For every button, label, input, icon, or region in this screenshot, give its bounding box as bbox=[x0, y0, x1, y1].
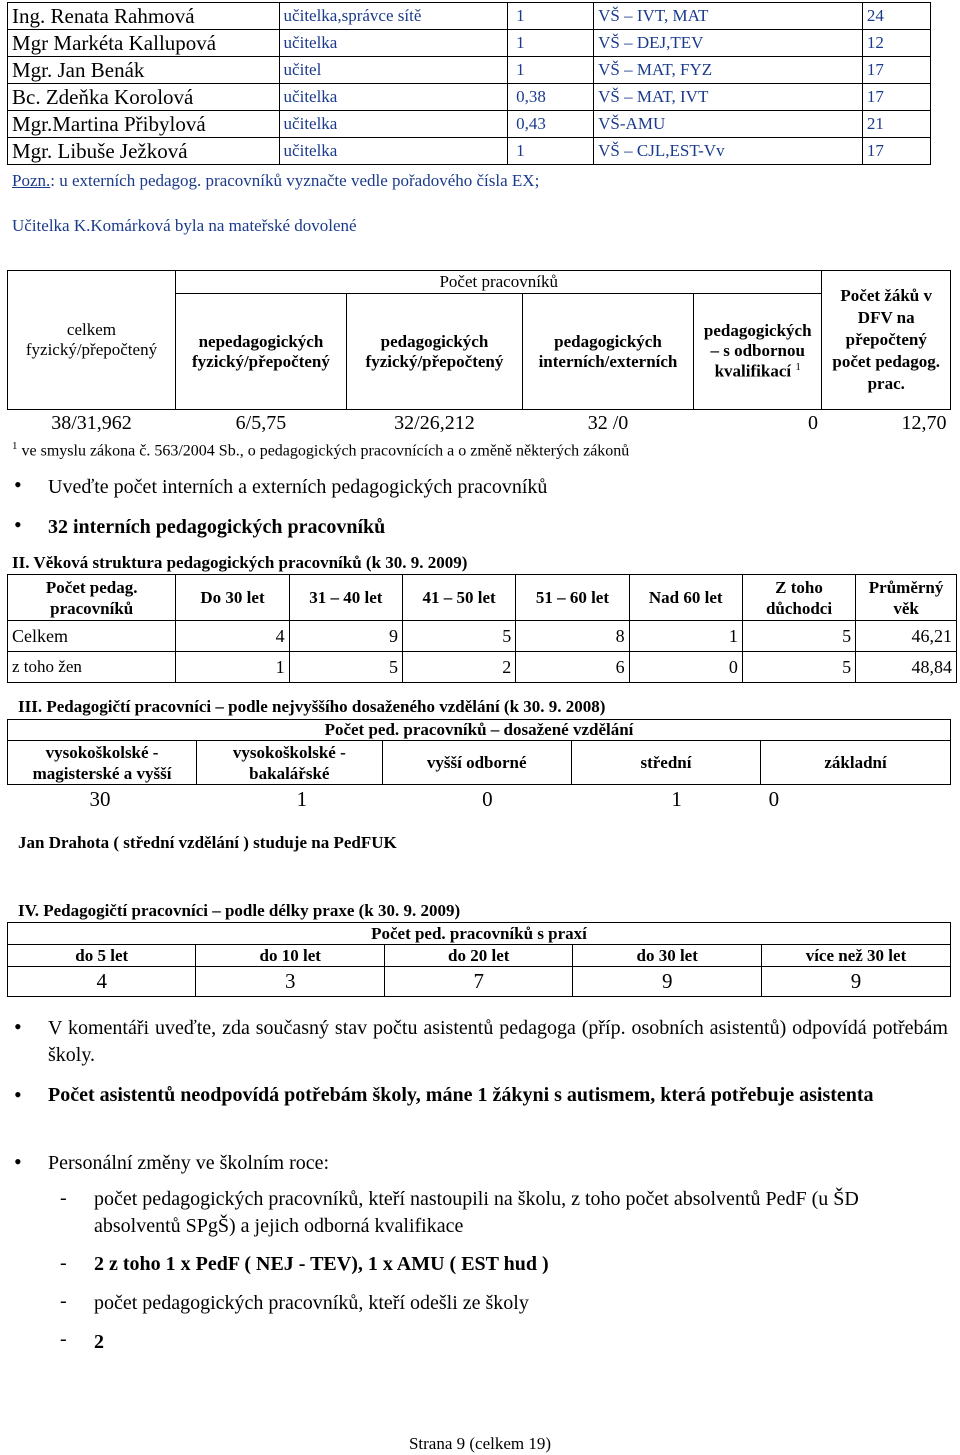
age-cell: 9 bbox=[289, 621, 402, 652]
count-value: 32 /0 bbox=[587, 412, 629, 435]
practice-table bbox=[7, 922, 951, 997]
footnote-text: ve smyslu zákona č. 563/2004 Sb., o pedagogických pracovnících a o změně některých zákonů bbox=[21, 442, 630, 460]
age-cell: 8 bbox=[516, 621, 629, 652]
dash-marker: - bbox=[60, 1328, 67, 1350]
col-qual-header bbox=[693, 294, 821, 410]
staff-row bbox=[8, 30, 931, 57]
bullet-icon: • bbox=[14, 1082, 22, 1107]
staff-education: VŠ – DEJ,TEV bbox=[594, 30, 863, 57]
edu-value: 30 bbox=[89, 786, 111, 811]
age-cell: 1 bbox=[176, 652, 289, 683]
practice-value: 3 bbox=[196, 967, 384, 997]
footnote bbox=[12, 440, 629, 460]
staff-years: 17 bbox=[862, 138, 930, 165]
age-cell: 0 bbox=[629, 652, 742, 683]
age-table bbox=[7, 574, 957, 683]
staff-name: Mgr.Martina Přibylová bbox=[8, 111, 280, 138]
count-value: 6/5,75 bbox=[235, 412, 287, 435]
staff-role: učitelka bbox=[279, 138, 508, 165]
col-total-header: celkem fyzický/přepočtený bbox=[8, 271, 176, 410]
edu-value: 0 bbox=[768, 786, 780, 811]
practice-value: 9 bbox=[761, 967, 950, 997]
practice-header: do 30 let bbox=[573, 945, 761, 967]
dash-text: 2 z toho 1 x PedF ( NEJ - TEV), 1 x AMU ( EST hud ) bbox=[94, 1253, 549, 1275]
edu-note: Jan Drahota ( střední vzdělání ) studuje na PedFUK bbox=[18, 833, 397, 852]
practice-header: do 20 let bbox=[384, 945, 572, 967]
staff-education: VŠ – CJL,EST-Vv bbox=[594, 138, 863, 165]
count-value: 38/31,962 bbox=[51, 412, 132, 435]
edu-value: 1 bbox=[671, 786, 682, 811]
age-cell: 5 bbox=[742, 652, 855, 683]
edu-table bbox=[7, 719, 951, 814]
age-header: Do 30 let bbox=[176, 575, 289, 621]
staff-role: učitelka,správce sítě bbox=[279, 3, 508, 30]
staff-row bbox=[8, 57, 931, 84]
age-cell: 2 bbox=[402, 652, 515, 683]
edu-header: vysokoškolské - bakalářské bbox=[197, 741, 383, 785]
edu-value: 1 bbox=[296, 786, 308, 811]
staff-name: Bc. Zdeňka Korolová bbox=[8, 84, 280, 111]
practice-heading: IV. Pedagogičtí pracovníci – podle délky praxe (k 30. 9. 2009) bbox=[18, 901, 461, 920]
staff-education: VŠ-AMU bbox=[594, 111, 863, 138]
staff-ratio: 1 bbox=[508, 138, 594, 165]
col-qual-sup: 1 bbox=[795, 361, 801, 374]
edu-header: vyšší odborné bbox=[382, 741, 571, 785]
age-header: Z toho důchodci bbox=[742, 575, 855, 621]
age-cell: 5 bbox=[742, 621, 855, 652]
edu-value: 0 bbox=[482, 786, 493, 811]
dash-text: 2 bbox=[94, 1331, 104, 1353]
staff-name: Mgr Markéta Kallupová bbox=[8, 30, 280, 57]
staff-ratio: 1 bbox=[508, 57, 594, 84]
practice-group-header: Počet ped. pracovníků s praxí bbox=[8, 923, 951, 945]
staff-years: 21 bbox=[862, 111, 930, 138]
bullet-text: Personální změny ve školním roce: bbox=[48, 1152, 330, 1174]
practice-value: 9 bbox=[573, 967, 761, 997]
edu-header: vysokoškolské - magisterské a vyšší bbox=[8, 741, 197, 785]
age-header: Průměrný věk bbox=[856, 575, 957, 621]
staff-name: Ing. Renata Rahmová bbox=[8, 3, 280, 30]
age-header: 31 – 40 let bbox=[289, 575, 402, 621]
staff-education: VŠ – MAT, IVT bbox=[594, 84, 863, 111]
edu-group-header: Počet ped. pracovníků – dosažené vzdělání bbox=[8, 720, 951, 741]
footnote-sup: 1 bbox=[12, 440, 18, 452]
staff-role: učitelka bbox=[279, 111, 508, 138]
staff-group-header: Počet pracovníků bbox=[175, 271, 822, 294]
dash-marker: - bbox=[60, 1187, 67, 1209]
staff-row bbox=[8, 84, 931, 111]
external-note bbox=[12, 171, 539, 191]
bullet-icon: • bbox=[14, 1149, 22, 1174]
age-heading: II. Věková struktura pedagogických pracovníků (k 30. 9. 2009) bbox=[12, 553, 468, 572]
age-cell: 1 bbox=[629, 621, 742, 652]
col-ratio-header: Počet žáků v DFV na přepočtený počet pedagog. prac. bbox=[822, 271, 951, 410]
age-header: Nad 60 let bbox=[629, 575, 742, 621]
note-text: : u externích pedagog. pracovníků vyznačte vedle pořadového čísla EX; bbox=[50, 171, 540, 190]
age-cell: 4 bbox=[176, 621, 289, 652]
practice-value: 7 bbox=[384, 967, 572, 997]
dash-text: počet pedagogických pracovníků, kteří nastoupili na školu, z toho počet absolventů PedF (u ŠD absolventů SPgŠ) a jejich odborná kvalifikace bbox=[94, 1188, 859, 1237]
col-nonped-header: nepedagogických fyzický/přepočtený bbox=[175, 294, 346, 410]
age-header: Počet pedag. pracovníků bbox=[8, 575, 176, 621]
col-intext-header: pedagogických interních/externích bbox=[522, 294, 693, 410]
staff-years: 12 bbox=[862, 30, 930, 57]
staff-table bbox=[7, 2, 931, 165]
staff-years: 17 bbox=[862, 84, 930, 111]
practice-header: více než 30 let bbox=[761, 945, 950, 967]
staff-row bbox=[8, 138, 931, 165]
staff-years: 17 bbox=[862, 57, 930, 84]
edu-header: základní bbox=[761, 741, 951, 785]
bullet-text: Počet asistentů neodpovídá potřebám školy, máne 1 žákyni s autismem, která potřebuje asistenta bbox=[48, 1084, 874, 1106]
edu-heading: III. Pedagogičtí pracovníci – podle nejvyššího dosaženého vzdělání (k 30. 9. 2008) bbox=[18, 697, 606, 716]
age-header: 41 – 50 let bbox=[402, 575, 515, 621]
dash-marker: - bbox=[60, 1252, 67, 1274]
bullet-icon: • bbox=[14, 472, 22, 497]
staff-education: VŠ – MAT, FYZ bbox=[594, 57, 863, 84]
staff-row bbox=[8, 111, 931, 138]
age-cell: z toho žen bbox=[8, 652, 176, 683]
staff-ratio: 1 bbox=[508, 30, 594, 57]
age-header: 51 – 60 let bbox=[516, 575, 629, 621]
age-row bbox=[8, 621, 957, 652]
bullet-text: Uveďte počet interních a externích pedagogických pracovníků bbox=[48, 476, 548, 498]
count-values-row bbox=[8, 410, 951, 438]
staff-count-table bbox=[7, 270, 951, 438]
count-value: 12,70 bbox=[901, 412, 947, 435]
col-ped-header: pedagogických fyzický/přepočtený bbox=[346, 294, 522, 410]
staff-role: učitelka bbox=[279, 84, 508, 111]
leave-note: Učitelka K.Komárková byla na mateřské dovolené bbox=[12, 216, 357, 235]
count-value: 32/26,212 bbox=[394, 412, 475, 435]
staff-ratio: 0,43 bbox=[508, 111, 594, 138]
practice-value: 4 bbox=[8, 967, 196, 997]
staff-role: učitelka bbox=[279, 30, 508, 57]
practice-header: do 5 let bbox=[8, 945, 196, 967]
col-qual-label: pedagogických – s odbornou kvalifikací bbox=[703, 321, 812, 381]
age-cell: 46,21 bbox=[856, 621, 957, 652]
page-footer: Strana 9 (celkem 19) bbox=[408, 1434, 552, 1453]
staff-education: VŠ – IVT, MAT bbox=[594, 3, 863, 30]
age-cell: 5 bbox=[402, 621, 515, 652]
age-cell: Celkem bbox=[8, 621, 176, 652]
staff-years: 24 bbox=[862, 3, 930, 30]
bullet-text: 32 interních pedagogických pracovníků bbox=[48, 516, 386, 538]
bullet-icon: • bbox=[14, 1014, 22, 1039]
staff-ratio: 1 bbox=[508, 3, 594, 30]
staff-row bbox=[8, 3, 931, 30]
staff-ratio: 0,38 bbox=[508, 84, 594, 111]
count-value: 0 bbox=[807, 412, 818, 435]
age-cell: 5 bbox=[289, 652, 402, 683]
staff-name: Mgr. Libuše Ježková bbox=[8, 138, 280, 165]
staff-role: učitel bbox=[279, 57, 508, 84]
note-label: Pozn. bbox=[12, 171, 51, 190]
practice-header: do 10 let bbox=[196, 945, 384, 967]
bullet-icon: • bbox=[14, 512, 22, 537]
age-row bbox=[8, 652, 957, 683]
dash-marker: - bbox=[60, 1290, 67, 1312]
age-cell: 6 bbox=[516, 652, 629, 683]
staff-name: Mgr. Jan Benák bbox=[8, 57, 280, 84]
edu-header: střední bbox=[571, 741, 760, 785]
age-cell: 48,84 bbox=[856, 652, 957, 683]
dash-text: počet pedagogických pracovníků, kteří odešli ze školy bbox=[94, 1292, 529, 1314]
bullet-text: V komentáři uveďte, zda současný stav počtu asistentů pedagoga (příp. osobních asistentů) odpovídá potřebám školy. bbox=[48, 1017, 948, 1066]
